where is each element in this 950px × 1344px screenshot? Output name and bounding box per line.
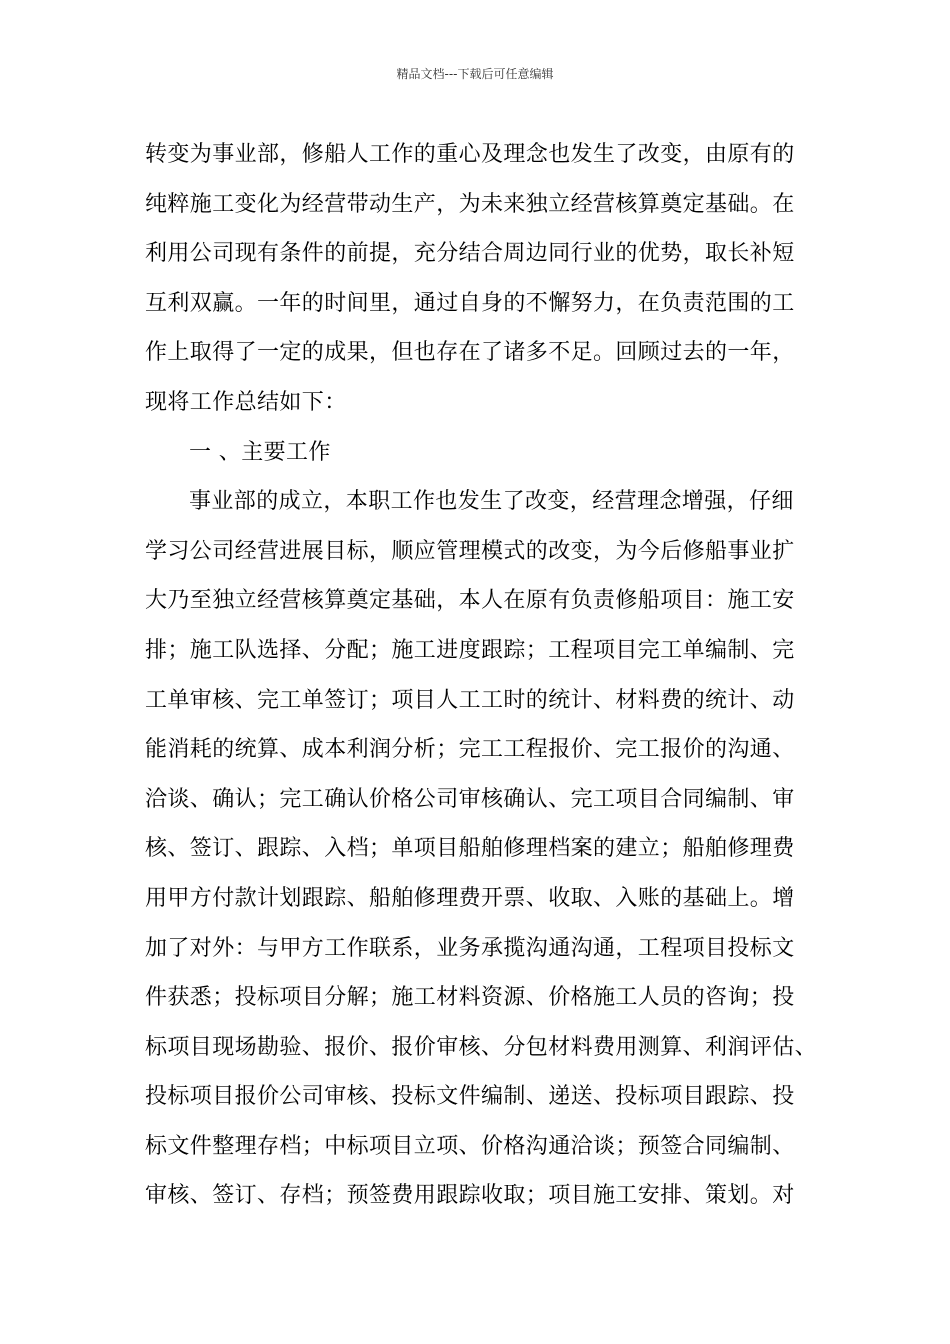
- page-header: 精品文档---下载后可任意编辑: [396, 67, 554, 81]
- text-line: 工单审核、完工单签订；项目人工工时的统计、材料费的统计、动: [145, 687, 795, 713]
- text-line: 审核、签订、存档；预签费用跟踪收取；项目施工安排、策划。对: [145, 1183, 795, 1209]
- text-line: 排；施工队选择、分配；施工进度跟踪；工程项目完工单编制、完: [145, 637, 795, 663]
- text-line: 学习公司经营进展目标，顺应管理模式的改变，为今后修船事业扩: [145, 538, 795, 564]
- text-line: 大乃至独立经营核算奠定基础，本人在原有负责修船项目：施工安: [145, 588, 795, 614]
- text-line: 作上取得了一定的成果，但也存在了诸多不足。回顾过去的一年，: [145, 340, 795, 366]
- text-line: 核、签订、跟踪、入档；单项目船舶修理档案的建立；船舶修理费: [145, 836, 795, 862]
- text-line: 能消耗的统算、成本利润分析；完工工程报价、完工报价的沟通、: [145, 737, 795, 763]
- text-line: 转变为事业部，修船人工作的重心及理念也发生了改变，由原有的: [145, 142, 795, 167]
- text-line: 纯粹施工变化为经营带动生产，为未来独立经营核算奠定基础。在: [145, 191, 795, 217]
- text-line: 标项目现场勘验、报价、报价审核、分包材料费用测算、利润评估、: [145, 1034, 818, 1060]
- document-body: [145, 130, 818, 1221]
- text-line: 投标项目报价公司审核、投标文件编制、递送、投标项目跟踪、投: [145, 1084, 795, 1110]
- text-line: 用甲方付款计划跟踪、船舶修理费开票、收取、入账的基础上。增: [145, 885, 795, 911]
- text-line: 事业部的成立，本职工作也发生了改变，经营理念增强，仔细: [189, 489, 794, 515]
- text-line: 利用公司现有条件的前提，充分结合周边同行业的优势，取长补短: [145, 241, 795, 267]
- text-line: 标文件整理存档；中标项目立项、价格沟通洽谈；预签合同编制、: [145, 1133, 795, 1159]
- text-line: 现将工作总结如下：: [145, 389, 347, 415]
- text-line: 洽谈、确认；完工确认价格公司审核确认、完工项目合同编制、审: [145, 786, 795, 812]
- text-line: 加了对外：与甲方工作联系，业务承揽沟通沟通，工程项目投标文: [145, 935, 795, 961]
- section-heading: 一 、主要工作: [189, 439, 331, 465]
- text-line: 件获悉；投标项目分解；施工材料资源、价格施工人员的咨询；投: [145, 985, 795, 1011]
- text-line: 互利双赢。一年的时间里，通过自身的不懈努力，在负责范围的工: [145, 290, 795, 316]
